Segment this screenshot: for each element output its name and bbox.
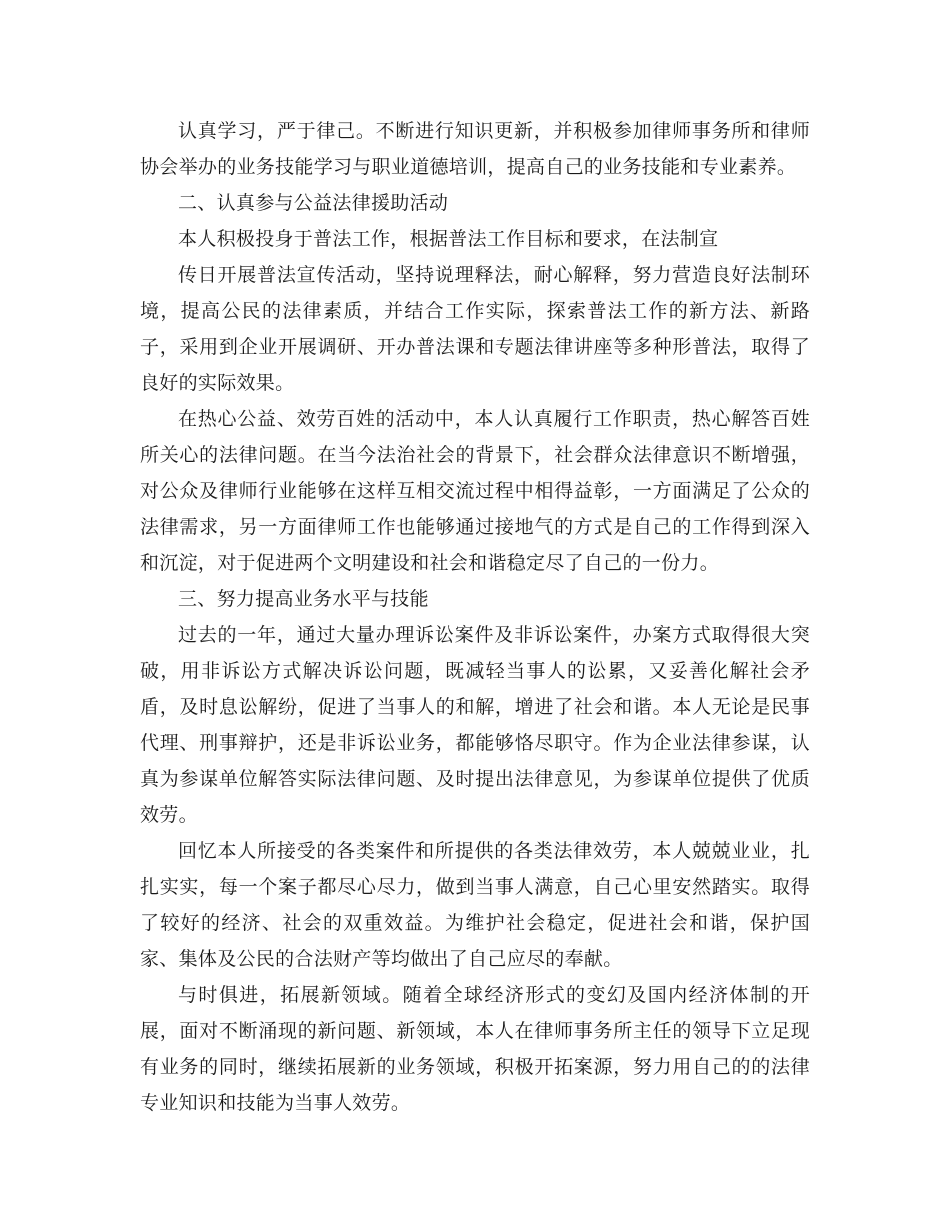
paragraph-public-service: 在热心公益、效劳百姓的活动中，本人认真履行工作职责，热心解答百姓所关心的法律问题。在当今法治社会的背景下，社会群众法律意识不断增强，对公众及律师行业能够在这样互相交流过程中相得益彰，一方面满足了公众的法律需求，另一方面律师工作也能够通过接地气的方式是自己的工作得到深入和沉淀，对于促进两个文明建设和社会和谐稳定尽了自己的一份力。 <box>140 408 810 574</box>
paragraph-cases-review: 回忆本人所接受的各类案件和所提供的各类法律效劳，本人兢兢业业，扎扎实实，每一个案子都尽心尽力，做到当事人满意，自己心里安然踏实。取得了较好的经济、社会的双重效益。为维护社会稳定，促进社会和谐，保护国家、集体及公民的合法财产等均做出了自己应尽的奉献。 <box>140 840 810 970</box>
paragraph-past-year: 过去的一年，通过大量办理诉讼案件及非诉讼案件，办案方式取得很大突破，用非诉讼方式解决诉讼问题，既减轻当事人的讼累，又妥善化解社会矛盾，及时息讼解纷，促进了当事人的和解，增进了社会和谐。本人无论是民事代理、刑事辩护，还是非诉讼业务，都能够恪尽职守。作为企业法律参谋，认真为参谋单位解答实际法律问题、及时提出法律意见，为参谋单位提供了优质效劳。 <box>140 624 810 826</box>
paragraph-new-fields: 与时俱进，拓展新领域。随着全球经济形式的变幻及国内经济体制的开展，面对不断涌现的新问题、新领域，本人在律师事务所主任的领导下立足现有业务的同时，继续拓展新的业务领域，积极开拓案源，努力用自己的的法律专业知识和技能为当事人效劳。 <box>140 984 810 1114</box>
heading-business-skills: 三、努力提高业务水平与技能 <box>178 588 429 610</box>
document-page <box>140 113 810 1121</box>
paragraph-self-study: 认真学习，严于律己。不断进行知识更新，并积极参加律师事务所和律师协会举办的业务技能学习与职业道德培训，提高自己的业务技能和专业素养。 <box>140 120 810 178</box>
paragraph-legal-education: 传日开展普法宣传活动，坚持说理释法，耐心解释，努力营造良好法制环境，提高公民的法律素质，并结合工作实际，探索普法工作的新方法、新路子，采用到企业开展调研、开办普法课和专题法律讲座等多种形普法，取得了良好的实际效果。 <box>140 264 810 394</box>
heading-legal-aid: 二、认真参与公益法律援助活动 <box>178 192 449 214</box>
paragraph-legal-education-intro: 本人积极投身于普法工作，根据普法工作目标和要求，在法制宣 <box>178 228 719 250</box>
